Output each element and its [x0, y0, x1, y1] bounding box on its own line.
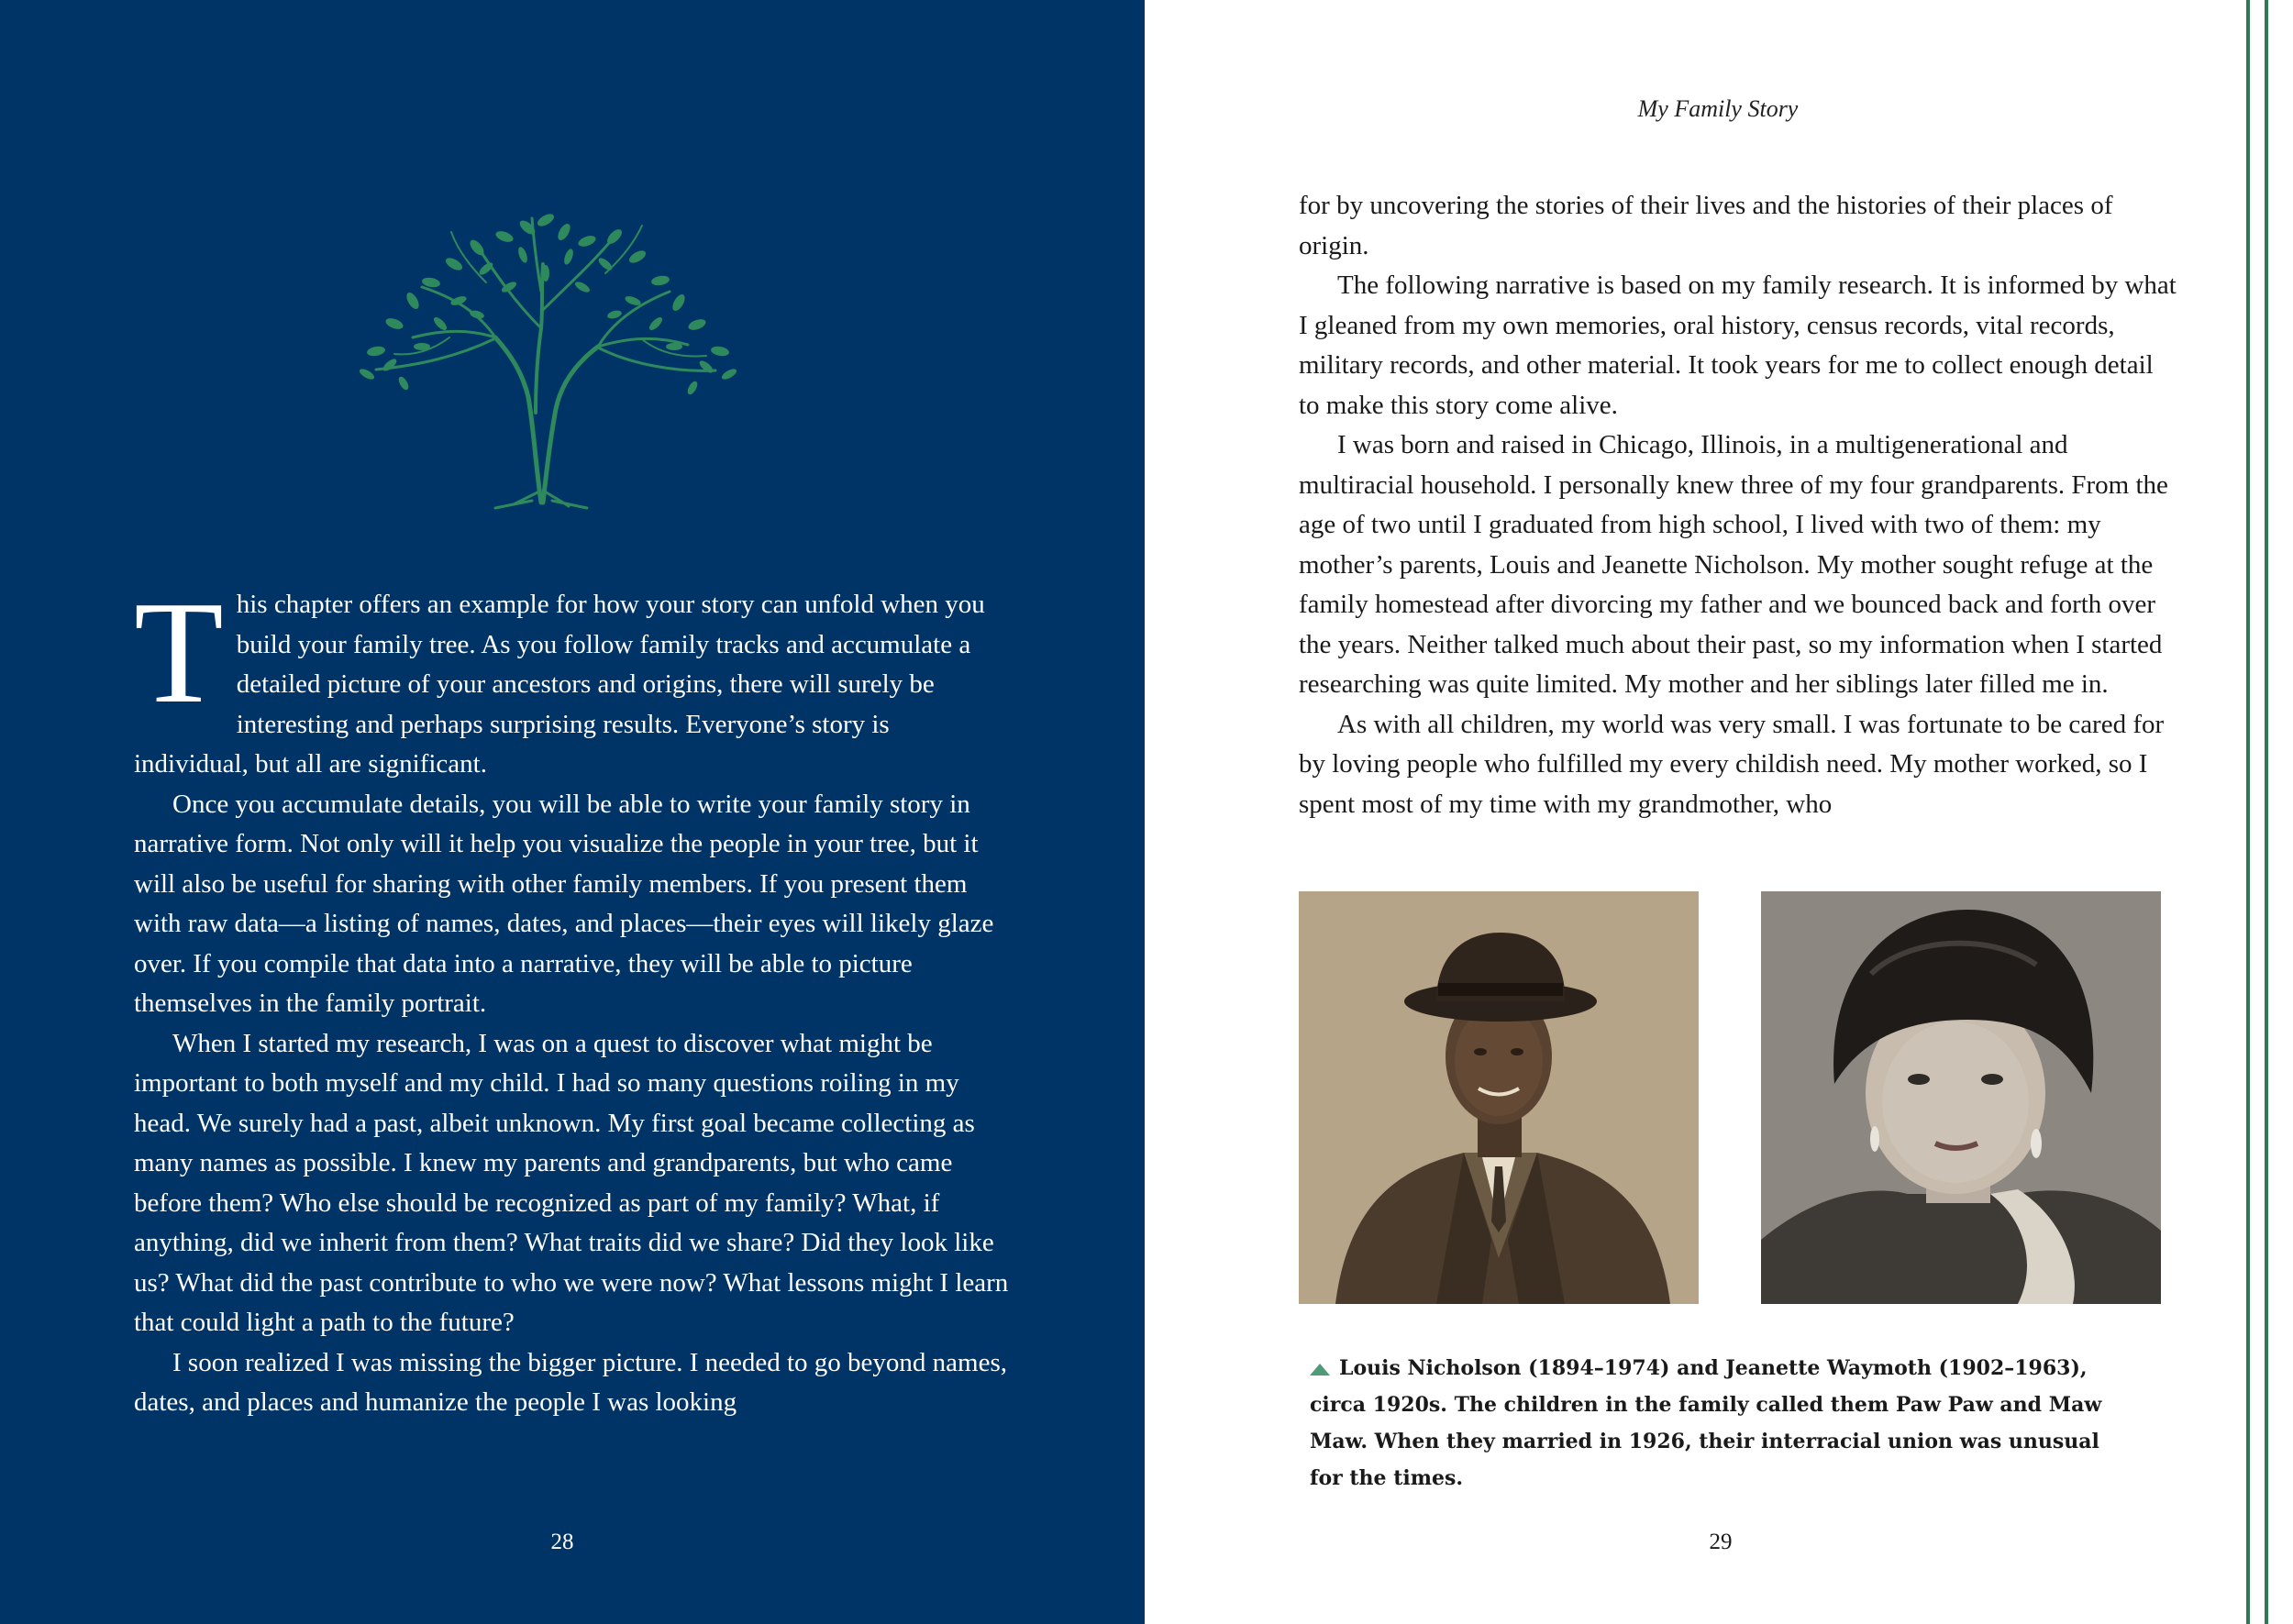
left-paragraph-4: I soon realized I was missing the bigger picture. I needed to go beyond names, dates, and places and humanize the people I was looking [134, 1347, 1008, 1417]
tree-icon [339, 200, 752, 512]
right-paragraph-3: I was born and raised in Chicago, Illinois, in a multigenerational and multiracial household. I personally knew three of my four grandparents. From the age of two until I graduated from high school, I lived with two of them: my mother’s parents, Louis and Jeanette Nicholson. My mother sought refuge at the family homestead after divorcing my father and we bounced back and forth over the years. Neither talked much about their past, so my information when I started researching was quite limited. My mother and her siblings later filled me in. [1299, 430, 2168, 699]
caption-text: Louis Nicholson (1894–1974) and Jeanette Waymoth (1902–1963), circa 1920s. The children in the family called them Paw Paw and Maw Maw. When they married in 1926, their interracial union was unusual for the times. [1310, 1356, 2102, 1490]
edge-stripe-left [2246, 0, 2250, 1624]
triangle-up-icon [1310, 1364, 1330, 1375]
left-paragraph-3: When I started my research, I was on a quest to discover what might be important to both myself and my child. I had so many questions roiling in my head. We surely had a past, albeit unknown. My first goal became collecting as many names as possible. I knew my parents and grandparents, but who came before them? Who else should be recognized as part of my family? What, if anything, did we inherit from them? What traits did we share? Did they look like us? What did the past contribute to who we were now? What lessons might I learn that could light a path to the future? [134, 1028, 1009, 1337]
right-page-number: 29 [1709, 1530, 1733, 1554]
right-paragraph-4: As with all children, my world was very small. I was fortunate to be cared for by loving people who fulfilled my every childish need. My mother worked, so I spent most of my time with my grandmother, who [1299, 709, 2165, 819]
portrait-man-image [1299, 891, 1699, 1304]
running-head: My Family Story [1637, 95, 1799, 122]
left-paragraph-2: Once you accumulate details, you will be able to write your family story in narrative form. Not only will it help you visualize the people in your tree, but it will also be useful for sharing with other family members. If you present them with raw data—a listing of names, dates, and places—their eyes will likely glaze over. If you compile that data into a narrative, they will be able to picture themselves in the family portrait. [134, 789, 994, 1018]
left-paragraph-1-text: his chapter offers an example for how your story can unfold when you build your family tree. As you follow family tracks and accumulate a detailed picture of your ancestors and origins, there will surely be interesting and perhaps surprising results. Everyone’s story is individual, but all are significant. [134, 590, 985, 779]
photo-louis-nicholson [1299, 891, 1699, 1304]
right-page-body [1299, 186, 2179, 824]
drop-cap: T [134, 570, 224, 734]
left-paragraph-1 [134, 570, 1010, 785]
left-page [0, 0, 1145, 1624]
left-page-number: 28 [550, 1530, 574, 1554]
photo-caption [1310, 1350, 2135, 1497]
right-paragraph-2: The following narrative is based on my family research. It is informed by what I gleaned from my own memories, oral history, census records, vital records, military records, and other material. It took years for me to collect enough detail to make this story come alive. [1299, 271, 2177, 420]
edge-stripe-right [2265, 0, 2268, 1624]
right-page [1145, 0, 2293, 1624]
left-page-body [134, 570, 1010, 1423]
right-paragraph-1: for by uncovering the stories of their lives and the histories of their places of origin. [1299, 191, 2113, 260]
portrait-woman-image [1761, 891, 2161, 1304]
photo-jeanette-waymoth [1761, 891, 2161, 1304]
